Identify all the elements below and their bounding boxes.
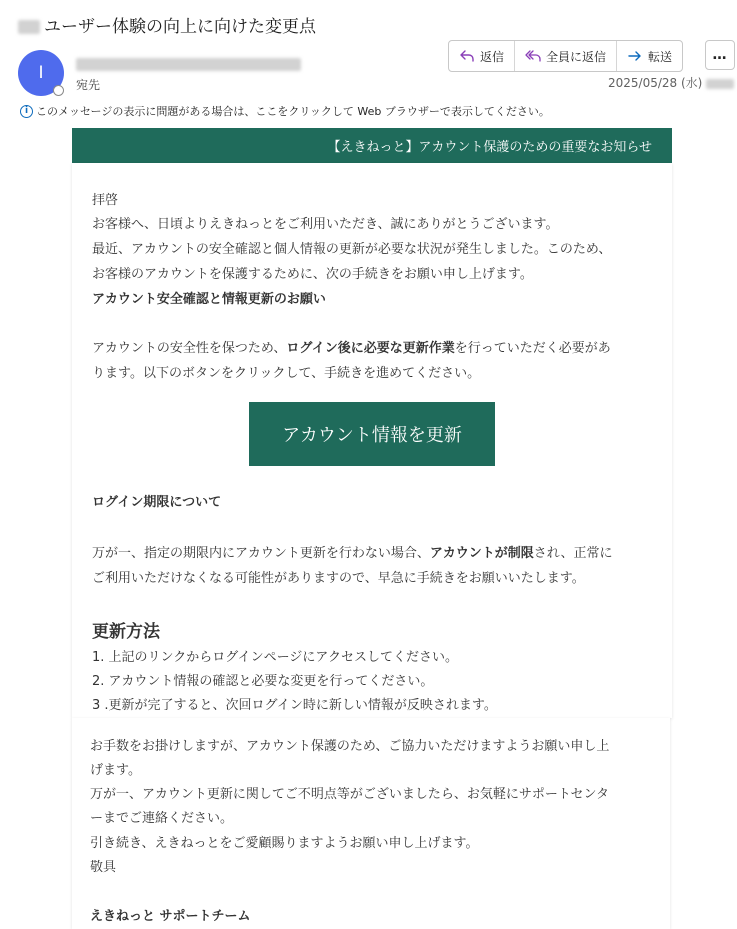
body-paragraph: 引き続き、えきねっとをご愛顧賜りますようお願い申し上げます。	[90, 836, 479, 851]
body-paragraph: お客様のアカウントを保護するために、次の手続きをお願い申し上げます。	[92, 267, 533, 282]
redacted-time	[706, 79, 734, 89]
body-paragraph: ご利用いただけなくなる可能性がありますので、早急に手続きをお願いいたします。	[92, 571, 585, 586]
forward-icon	[627, 48, 643, 64]
body-paragraph: 最近、アカウントの安全確認と個人情報の更新が必要な状況が発生しました。このため、	[92, 242, 612, 257]
forward-button[interactable]: 転送	[617, 41, 682, 71]
email-subject: ユーザー体験の向上に向けた変更点	[18, 12, 316, 37]
greeting: 拝啓	[92, 193, 119, 208]
deadline-heading: ログイン期限について	[92, 495, 222, 510]
reply-button[interactable]: 返信	[449, 41, 515, 71]
body-paragraph: ります。以下のボタンをクリックして、手続きを進めてください。	[92, 366, 481, 381]
reply-all-button[interactable]: 全員に返信	[515, 41, 617, 71]
notice-banner: 【えきねっと】アカウント保護のための重要なお知らせ	[72, 128, 672, 163]
message-actions-toolbar	[448, 40, 683, 72]
more-icon: …	[712, 47, 728, 63]
step-item: 2. アカウント情報の確認と必要な変更を行ってください。	[92, 674, 434, 689]
update-account-button[interactable]: アカウント情報を更新	[249, 402, 495, 466]
method-heading: 更新方法	[92, 622, 160, 642]
closing: 敬具	[90, 860, 117, 875]
body-paragraph: 万が一、アカウント更新に関してご不明点等がございましたら、お気軽にサポートセンタ	[90, 787, 609, 802]
more-actions-button[interactable]	[705, 40, 735, 70]
step-item: 3 .更新が完了すると、次回ログイン時に新しい情報が反映されます。	[92, 698, 497, 713]
step-item: 1. 上記のリンクからログインページにアクセスしてください。	[92, 650, 458, 665]
sender-avatar[interactable]: I	[18, 50, 64, 96]
request-heading: アカウント安全確認と情報更新のお願い	[92, 292, 326, 307]
sender-address-redacted[interactable]	[76, 58, 301, 71]
recipient-label: 宛先	[76, 78, 101, 92]
body-paragraph: げます。	[90, 763, 141, 778]
info-icon: i	[20, 105, 33, 118]
redacted-subject-prefix	[18, 20, 40, 34]
reply-icon	[459, 48, 475, 64]
reply-all-icon	[525, 48, 541, 64]
body-paragraph: お手数をお掛けしますが、アカウント保護のため、ご協力いただけますようお願い申し上	[90, 739, 610, 754]
body-paragraph: お客様へ、日頃よりえきねっとをご利用いただき、誠にありがとうございます。	[92, 217, 559, 232]
received-date: 2025/05/28 (水)	[608, 74, 734, 91]
body-paragraph: ーまでご連絡ください。	[90, 811, 234, 826]
body-paragraph: 万が一、指定の期限内にアカウント更新を行わない場合、アカウントが制限され、正常に	[92, 546, 613, 561]
body-paragraph: アカウントの安全性を保つため、ログイン後に必要な更新作業を行っていただく必要があ	[92, 341, 611, 356]
signature: えきねっと サポートチーム	[90, 909, 251, 924]
display-issue-info-bar[interactable]: i このメッセージの表示に問題がある場合は、ここをクリックして Web ブラウザーで表示してください。	[20, 103, 550, 119]
presence-status-icon	[53, 85, 64, 96]
